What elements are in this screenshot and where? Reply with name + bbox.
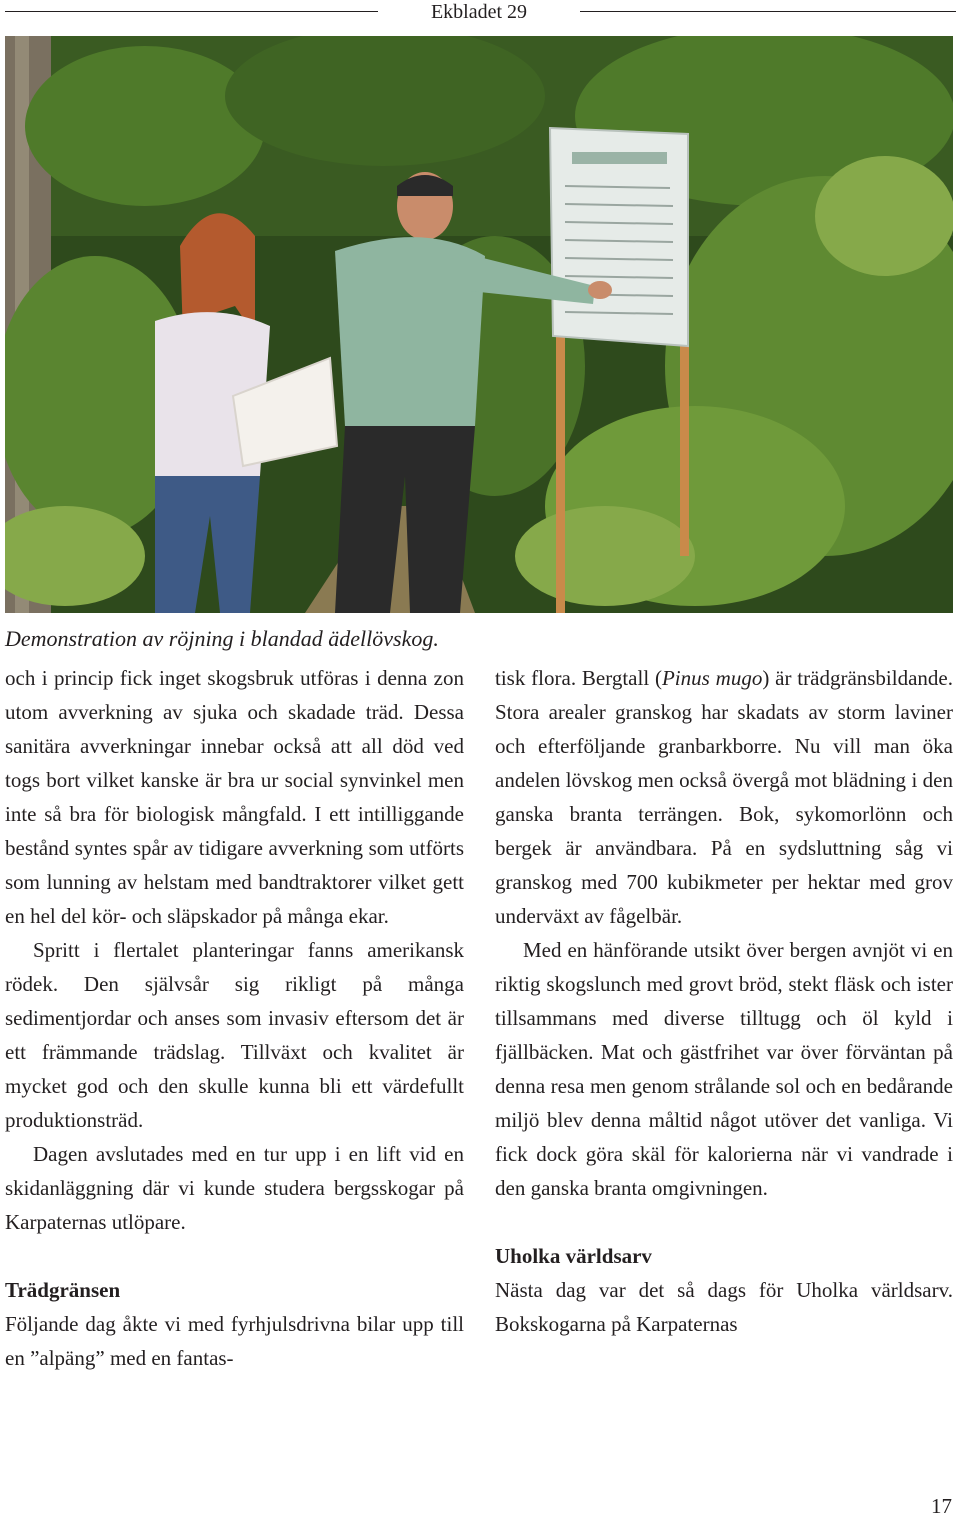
text-run: ) är trädgränsbildande. Stora arealer granskog har skadats av storm laviner och efterföljande granbarkborre. Nu vill man öka andelen lövskog men också övergå mot blädning i den ganska branta terrängen. Bok, sykomorlönn och bergek är användbara. På en sydsluttning såg vi granskog med 700 kubikmeter per hektar med grov underväxt av fågelbär. (495, 666, 953, 928)
publication-title: Ekbladet 29 (430, 1, 528, 23)
left-text-column (5, 661, 464, 1375)
paragraph: Med en hänförande utsikt över bergen avnjöt vi en riktig skogslunch med grovt bröd, stekt fläsk och ister tillsammans med diverse tilltugg och öl kyld i fjällbäcken. Mat och gästfrihet var över förväntan på denna resa men genom strålande sol och en bedårande miljö blev denna måltid något utöver det vanliga. Vi fick dock göra skäl för kalorierna när vi vandrade i den ganska branta omgivningen. (495, 938, 953, 1200)
paragraph: Dagen avslutades med en tur upp i en lift vid en skidanläggning där vi kunde studera bergsskogar på Karpaternas utlöpare. (5, 1142, 464, 1234)
section-heading: Uholka världsarv (495, 1244, 652, 1268)
latin-species-name: Pinus mugo (661, 666, 763, 690)
right-text-column (495, 661, 953, 1341)
paragraph (495, 661, 953, 933)
man-hand (588, 281, 612, 299)
header-rule-left (5, 11, 378, 12)
section-heading: Trädgränsen (5, 1278, 121, 1302)
foliage-highlight (815, 156, 953, 276)
foliage-cluster (25, 46, 265, 206)
sign-post-right (680, 336, 689, 556)
paragraph: och i princip fick inget skogsbruk utföras i denna zon utom avverkning av sjuka och skadade träd. Dessa sanitära avverkningar innebar också att all död ved togs bort vilket kanske är bra ur social synvinkel men inte så bra för biologisk mångfald. I ett intilliggande bestånd syntes spår av tidigare avverkning som utförts som lunning av helstam med bandtraktorer vilket gett en hel del kör- och släpskador på många ekar. (5, 666, 464, 928)
running-header (0, 0, 960, 26)
article-photo (5, 36, 953, 613)
paragraph: Spritt i flertalet planteringar fanns amerikansk rödek. Den självsår sig rikligt på många sedimentjordar och anses som invasiv eftersom det är ett främmande trädslag. Tillväxt och kvalitet är mycket god och den skulle kunna bli ett värdefullt produktionsträd. (5, 938, 464, 1132)
paragraph: Följande dag åkte vi med fyrhjulsdrivna bilar upp till en ”alpäng” med en fantas- (5, 1312, 464, 1370)
text-run: tisk flora. Bergtall ( (495, 666, 662, 690)
page-number: 17 (931, 1494, 952, 1518)
man-shirt (335, 237, 485, 426)
sign-post-left (556, 336, 565, 613)
section-spacer (5, 1239, 464, 1273)
photo-caption: Demonstration av röjning i blandad ädellövskog. (5, 626, 439, 651)
section-spacer (495, 1205, 953, 1239)
paragraph: Nästa dag var det så dags för Uholka världsarv. Bokskogarna på Karpaternas (495, 1278, 953, 1336)
foliage-highlight (515, 506, 695, 606)
header-rule-right (580, 11, 956, 12)
sign-heading-bar (572, 152, 667, 164)
forest-scene-illustration (5, 36, 953, 613)
